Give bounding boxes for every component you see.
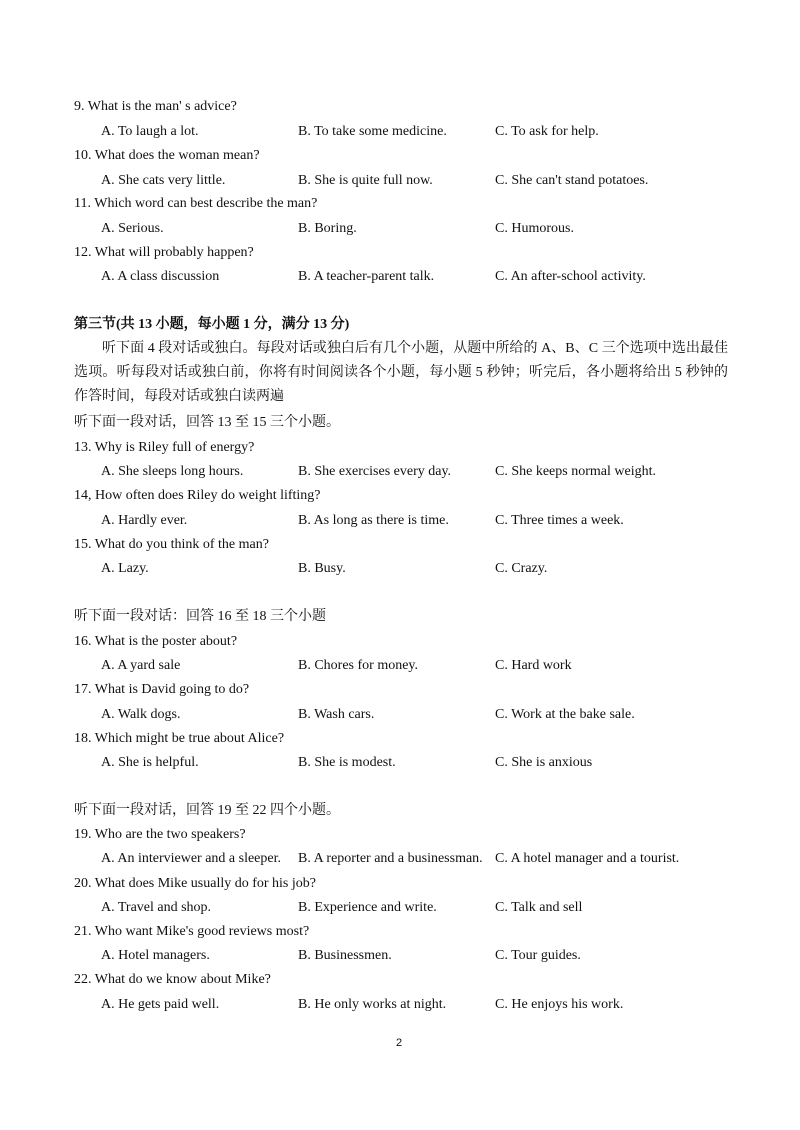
question-12: 12. What will probably happen? xyxy=(74,245,254,260)
option-15a: A. Lazy. xyxy=(101,561,149,576)
option-22b: B. He only works at night. xyxy=(298,997,447,1012)
group2-intro: 听下面一段对话：回答 16 至 18 三个小题 xyxy=(74,609,326,624)
question-13: 13. Why is Riley full of energy? xyxy=(74,440,255,455)
option-15b: B. Busy. xyxy=(298,561,346,576)
option-14a: A. Hardly ever. xyxy=(101,513,188,528)
option-21b: B. Businessmen. xyxy=(298,948,392,963)
option-9c: C. To ask for help. xyxy=(495,124,599,139)
option-21c: C. Tour guides. xyxy=(495,948,581,963)
question-10: 10. What does the woman mean? xyxy=(74,148,260,163)
option-11c: C. Humorous. xyxy=(495,221,574,236)
option-20c: C. Talk and sell xyxy=(495,900,583,915)
option-18c: C. She is anxious xyxy=(495,755,593,770)
question-18: 18. Which might be true about Alice? xyxy=(74,731,285,746)
option-12b: B. A teacher-parent talk. xyxy=(298,269,435,284)
option-14c: C. Three times a week. xyxy=(495,513,624,528)
option-16a: A. A yard sale xyxy=(101,658,181,673)
option-16b: B. Chores for money. xyxy=(298,658,419,673)
option-18a: A. She is helpful. xyxy=(101,755,199,770)
option-9b: B. To take some medicine. xyxy=(298,124,447,139)
option-13c: C. She keeps normal weight. xyxy=(495,464,656,479)
option-12a: A. A class discussion xyxy=(101,269,220,284)
option-21a: A. Hotel managers. xyxy=(101,948,210,963)
option-16c: C. Hard work xyxy=(495,658,572,673)
option-11a: A. Serious. xyxy=(101,221,164,236)
option-14b: B. As long as there is time. xyxy=(298,513,449,528)
option-18b: B. She is modest. xyxy=(298,755,396,770)
question-21: 21. Who want Mike's good reviews most? xyxy=(74,924,310,939)
option-22a: A. He gets paid well. xyxy=(101,997,220,1012)
option-11b: B. Boring. xyxy=(298,221,357,236)
option-13b: B. She exercises every day. xyxy=(298,464,452,479)
option-15c: C. Crazy. xyxy=(495,561,548,576)
page-number: 2 xyxy=(396,1037,403,1049)
group1-intro: 听下面一段对话，回答 13 至 15 三个小题。 xyxy=(74,415,340,430)
option-17a: A. Walk dogs. xyxy=(101,707,181,722)
option-12c: C. An after-school activity. xyxy=(495,269,646,284)
section3-heading: 第三节(共 13 小题，每小题 1 分，满分 13 分) xyxy=(74,317,350,332)
option-10c: C. She can't stand potatoes. xyxy=(495,173,649,188)
option-20b: B. Experience and write. xyxy=(298,900,437,915)
group3-intro: 听下面一段对话，回答 19 至 22 四个小题。 xyxy=(74,803,340,818)
option-19a: A. An interviewer and a sleeper. xyxy=(101,851,281,866)
option-17c: C. Work at the bake sale. xyxy=(495,707,635,722)
question-19: 19. Who are the two speakers? xyxy=(74,827,246,842)
question-16: 16. What is the poster about? xyxy=(74,634,238,649)
question-9: 9. What is the man' s advice? xyxy=(74,99,237,114)
option-19c: C. A hotel manager and a tourist. xyxy=(495,851,680,866)
option-17b: B. Wash cars. xyxy=(298,707,375,722)
question-11: 11. Which word can best describe the man? xyxy=(74,196,318,211)
option-13a: A. She sleeps long hours. xyxy=(101,464,244,479)
question-15: 15. What do you think of the man? xyxy=(74,537,269,552)
option-19b: B. A reporter and a businessman. xyxy=(298,851,483,866)
question-22: 22. What do we know about Mike? xyxy=(74,972,271,987)
question-20: 20. What does Mike usually do for his job? xyxy=(74,876,316,891)
option-9a: A. To laugh a lot. xyxy=(101,124,199,139)
option-10a: A. She cats very little. xyxy=(101,173,226,188)
option-22c: C. He enjoys his work. xyxy=(495,997,624,1012)
section3-instructions: 听下面 4 段对话或独白。每段对话或独白后有几个小题，从题中所给的 A、B、C 三个选项中选出最佳选项。听每段对话或独白前，你将有时间阅读各个小题，每小题 5 秒钟；听完后，各小题将给出 5 秒钟的作答时间，每段对话或独白读两遍 xyxy=(74,341,728,404)
option-20a: A. Travel and shop. xyxy=(101,900,212,915)
option-10b: B. She is quite full now. xyxy=(298,173,433,188)
question-17: 17. What is David going to do? xyxy=(74,682,250,697)
question-14: 14, How often does Riley do weight lifting? xyxy=(74,488,321,503)
